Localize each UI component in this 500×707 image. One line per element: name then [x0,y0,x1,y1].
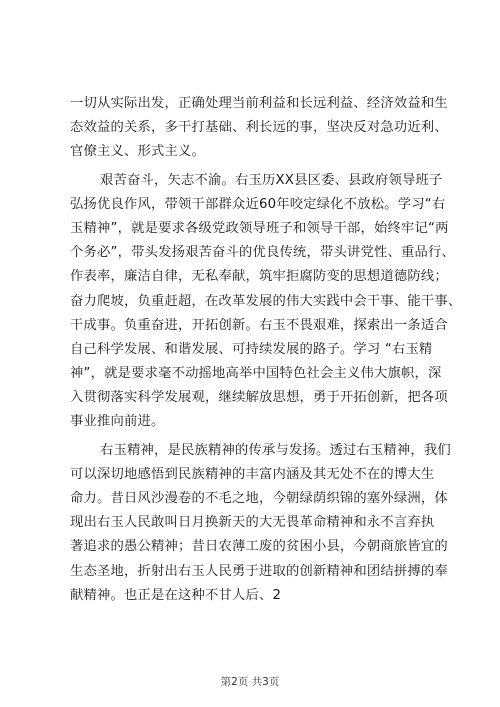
text-line: 玉精神”，就是要求各级党政领导班子和领导干部，始终牢记“两 [70,220,449,236]
text-line: 神”，就是要求毫不动摇地高举中国特色社会主义伟大旗帜，深 [70,366,442,382]
text-line: 入贯彻落实科学发展观，继续解放思想，勇于开拓创新，把各项 [70,390,448,406]
text-line: 一切从实际出发，正确处理当前利益和长远利益、经济效益和生 [70,96,448,111]
text-line: 自己科学发展、和谐发展、可持续发展的路子。学习 “右玉精 [70,341,433,357]
text-line: 著追求的愚公精神；昔日农薄工废的贫困小县，今朝商旅皆宜的 [70,539,448,555]
paragraph-3 [70,439,451,608]
text-line: 右玉精神，是民族精神的传承与发扬。透过右玉精神，我们 [100,442,451,458]
text-line: 态效益的关系，多干打基础、利长远的事，坚决反对急功近利、 [70,120,448,136]
text-line: 作表率，廉洁自律，无私奉献，筑牢拒腐防变的思想道德防线； [70,269,448,285]
text-line: 命力。昔日风沙漫卷的不毛之地，今朝绿荫织锦的塞外绿洲，体 [70,491,448,506]
text-line: 生态圣地，折射出右玉人民勇于进取的创新精神和团结拼搏的奉 [70,563,448,579]
text-line: 奋力爬坡，负重赶超，在改革发展的伟大实践中会干事、能干事、 [70,293,462,309]
text-line: 弘扬优良作风，带领干部群众近60年咬定绿化不放松。学习“右 [70,196,446,212]
text-line: 个务必”，带头发扬艰苦奋斗的优良传统，带头讲党性、重品行、 [70,245,456,261]
text-line: 现出右玉人民敢叫日月换新天的大无畏革命精神和永不言弃执 [70,515,435,531]
text-line: 事业推向前进。 [70,414,165,430]
text-line: 官僚主义、形式主义。 [70,144,205,160]
text-line: 可以深切地感悟到民族精神的丰富内涵及其无处不在的博大生 [70,466,435,482]
text-line: 献精神。也正是在这种不甘人后、2 [70,587,282,603]
text-line: 干成事。负重奋进，开拓创新。右玉不畏艰难，探索出一条适合 [70,317,448,333]
page-number-footer: 第2页 共3页 [220,676,280,688]
paragraph-2 [70,169,462,435]
paragraph-1 [70,92,448,165]
text-line: 艰苦奋斗，矢志不渝。右玉历XX县区委、县政府领导班子 [100,172,443,188]
document-body [70,92,462,608]
